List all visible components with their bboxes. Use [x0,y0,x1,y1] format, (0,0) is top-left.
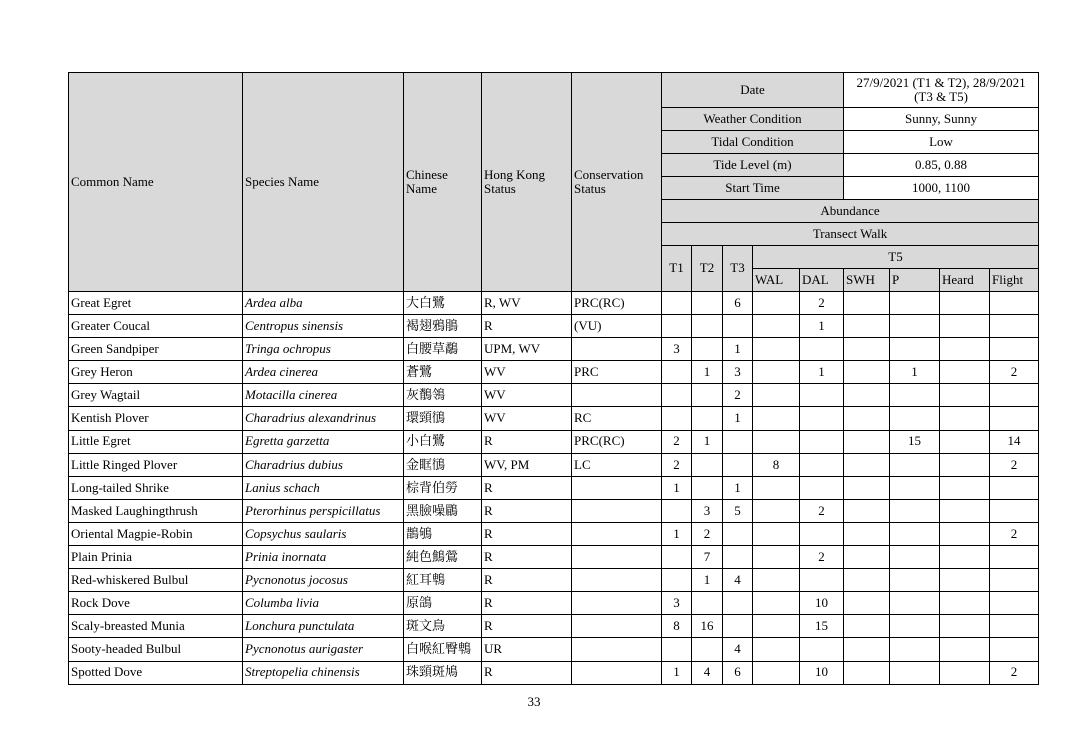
cell-t2: 7 [692,546,723,569]
cell-chinese: 紅耳鵯 [404,569,482,592]
cell-common: Red-whiskered Bulbul [69,569,243,592]
cell-chinese: 黑臉噪鶥 [404,499,482,522]
cell-t2: 16 [692,615,723,638]
cell-dal: 15 [800,615,844,638]
table-row [69,407,1039,430]
cell-p [890,292,940,315]
cell-swh [844,569,890,592]
cell-t3: 1 [723,338,753,361]
cell-cons: PRC(RC) [572,430,662,453]
header-p: P [890,269,940,292]
cell-chinese: 鵲鴝 [404,522,482,545]
cell-swh [844,430,890,453]
cell-p [890,407,940,430]
cell-common: Greater Coucal [69,315,243,338]
cell-cons: PRC(RC) [572,292,662,315]
cell-hk: R [482,430,572,453]
cell-dal: 10 [800,592,844,615]
cell-common: Grey Wagtail [69,384,243,407]
cell-t1: 8 [662,615,692,638]
header-heard: Heard [940,269,990,292]
table-row [69,661,1039,684]
cell-p [890,522,940,545]
table-row [69,430,1039,453]
cell-common: Little Egret [69,430,243,453]
cell-swh [844,638,890,661]
cell-common: Sooty-headed Bulbul [69,638,243,661]
cell-chinese: 純色鷦鶯 [404,546,482,569]
cell-cons: (VU) [572,315,662,338]
header-t3: T3 [723,246,753,292]
cell-cons [572,476,662,499]
cell-species: Pycnonotus jocosus [243,569,404,592]
cell-chinese: 蒼鷺 [404,361,482,384]
cell-chinese: 褐翅鴉鵑 [404,315,482,338]
cell-t3 [723,430,753,453]
cell-t1: 1 [662,476,692,499]
cell-swh [844,292,890,315]
table-row [69,361,1039,384]
cell-wal [753,499,800,522]
cell-p [890,592,940,615]
cell-species: Charadrius dubius [243,453,404,476]
cell-heard [940,453,990,476]
cell-p [890,384,940,407]
cell-t3 [723,453,753,476]
cell-t1 [662,384,692,407]
cell-wal [753,315,800,338]
cell-dal [800,638,844,661]
cell-t3 [723,315,753,338]
cell-cons [572,569,662,592]
cell-swh [844,361,890,384]
cell-t3: 2 [723,384,753,407]
cell-t2: 1 [692,361,723,384]
cell-t3: 6 [723,661,753,684]
cell-flight [990,546,1039,569]
cell-wal [753,384,800,407]
table-row [69,338,1039,361]
survey-info-value: 27/9/2021 (T1 & T2), 28/9/2021 (T3 & T5) [844,73,1039,108]
cell-hk: R [482,476,572,499]
cell-cons: LC [572,453,662,476]
cell-flight [990,499,1039,522]
cell-chinese: 珠頸斑鳩 [404,661,482,684]
cell-heard [940,638,990,661]
header-flight: Flight [990,269,1039,292]
cell-heard [940,430,990,453]
cell-species: Pycnonotus aurigaster [243,638,404,661]
cell-chinese: 大白鷺 [404,292,482,315]
cell-t1 [662,292,692,315]
cell-t1: 2 [662,453,692,476]
cell-t2: 2 [692,522,723,545]
cell-flight [990,384,1039,407]
cell-heard [940,315,990,338]
cell-p [890,315,940,338]
cell-cons [572,338,662,361]
cell-species: Motacilla cinerea [243,384,404,407]
cell-p [890,499,940,522]
cell-t3 [723,546,753,569]
cell-wal [753,430,800,453]
cell-common: Oriental Magpie-Robin [69,522,243,545]
cell-wal [753,338,800,361]
survey-info-value: Sunny, Sunny [844,108,1039,131]
cell-heard [940,338,990,361]
cell-hk: WV, PM [482,453,572,476]
cell-t3: 6 [723,292,753,315]
cell-species: Ardea alba [243,292,404,315]
table-row [69,615,1039,638]
cell-hk: UPM, WV [482,338,572,361]
cell-t1: 3 [662,592,692,615]
cell-p [890,569,940,592]
cell-p [890,638,940,661]
cell-chinese: 原鴿 [404,592,482,615]
cell-wal [753,661,800,684]
cell-t2 [692,292,723,315]
cell-common: Scaly-breasted Munia [69,615,243,638]
cell-common: Spotted Dove [69,661,243,684]
cell-heard [940,615,990,638]
bird-survey-table [68,72,1039,685]
cell-dal [800,569,844,592]
cell-p [890,453,940,476]
cell-wal [753,569,800,592]
survey-info-label: Tide Level (m) [662,154,844,177]
cell-dal: 1 [800,361,844,384]
page-number: 33 [527,694,541,709]
header-t1: T1 [662,246,692,292]
cell-heard [940,661,990,684]
table-row [69,476,1039,499]
cell-wal [753,638,800,661]
cell-species: Columba livia [243,592,404,615]
cell-common: Great Egret [69,292,243,315]
cell-chinese: 環頸鴴 [404,407,482,430]
cell-wal [753,592,800,615]
survey-info-label: Weather Condition [662,108,844,131]
cell-t3 [723,615,753,638]
cell-heard [940,569,990,592]
cell-hk: R [482,661,572,684]
cell-heard [940,499,990,522]
cell-cons [572,661,662,684]
cell-t2: 4 [692,661,723,684]
cell-t3: 1 [723,407,753,430]
cell-flight: 14 [990,430,1039,453]
cell-flight [990,315,1039,338]
cell-hk: R [482,615,572,638]
cell-chinese: 白喉紅臀鵯 [404,638,482,661]
cell-heard [940,476,990,499]
table-row [69,292,1039,315]
cell-t3: 1 [723,476,753,499]
cell-swh [844,661,890,684]
cell-dal: 2 [800,292,844,315]
cell-chinese: 灰鶺鴒 [404,384,482,407]
cell-swh [844,315,890,338]
cell-t2: 1 [692,430,723,453]
header-common-name: Common Name [69,73,243,292]
cell-t2 [692,315,723,338]
cell-common: Plain Prinia [69,546,243,569]
cell-t2 [692,338,723,361]
survey-info-label: Start Time [662,177,844,200]
cell-hk: UR [482,638,572,661]
cell-dal [800,384,844,407]
cell-swh [844,499,890,522]
header-abundance: Abundance [662,200,1039,223]
table-row [69,592,1039,615]
cell-hk: R [482,546,572,569]
table-row [69,499,1039,522]
table-row [69,315,1039,338]
table-body [69,292,1039,685]
cell-swh [844,476,890,499]
cell-cons [572,592,662,615]
cell-hk: R [482,315,572,338]
header-swh: SWH [844,269,890,292]
cell-flight [990,292,1039,315]
cell-p [890,615,940,638]
cell-heard [940,522,990,545]
cell-wal [753,476,800,499]
cell-wal [753,361,800,384]
cell-wal [753,407,800,430]
cell-cons [572,384,662,407]
cell-species: Pterorhinus perspicillatus [243,499,404,522]
cell-species: Lanius schach [243,476,404,499]
table-row [69,522,1039,545]
cell-common: Long-tailed Shrike [69,476,243,499]
cell-t2 [692,453,723,476]
cell-wal: 8 [753,453,800,476]
cell-hk: WV [482,384,572,407]
cell-swh [844,522,890,545]
cell-heard [940,546,990,569]
cell-swh [844,546,890,569]
cell-swh [844,407,890,430]
cell-chinese: 金眶鴴 [404,453,482,476]
header-t2: T2 [692,246,723,292]
cell-t2 [692,384,723,407]
header-wal: WAL [753,269,800,292]
cell-t2 [692,476,723,499]
cell-t1: 3 [662,338,692,361]
cell-flight [990,407,1039,430]
header-transect-walk: Transect Walk [662,223,1039,246]
cell-t1: 2 [662,430,692,453]
table-row [69,546,1039,569]
survey-info-value: 1000, 1100 [844,177,1039,200]
cell-dal [800,430,844,453]
cell-flight [990,476,1039,499]
cell-heard [940,384,990,407]
cell-cons: PRC [572,361,662,384]
cell-p [890,338,940,361]
cell-species: Streptopelia chinensis [243,661,404,684]
cell-t1 [662,499,692,522]
cell-cons [572,499,662,522]
cell-p: 15 [890,430,940,453]
cell-swh [844,338,890,361]
cell-flight [990,592,1039,615]
cell-heard [940,361,990,384]
cell-cons [572,615,662,638]
cell-flight [990,615,1039,638]
cell-chinese: 斑文鳥 [404,615,482,638]
cell-flight: 2 [990,522,1039,545]
cell-species: Centropus sinensis [243,315,404,338]
cell-heard [940,592,990,615]
cell-cons: RC [572,407,662,430]
cell-hk: R [482,522,572,545]
cell-t1 [662,569,692,592]
survey-info-label: Date [662,73,844,108]
cell-t1 [662,361,692,384]
cell-cons [572,522,662,545]
cell-swh [844,592,890,615]
cell-common: Green Sandpiper [69,338,243,361]
cell-dal [800,453,844,476]
cell-common: Little Ringed Plover [69,453,243,476]
header-t5: T5 [753,246,1039,269]
cell-hk: WV [482,361,572,384]
cell-dal [800,407,844,430]
cell-cons [572,546,662,569]
cell-t3 [723,522,753,545]
cell-flight: 2 [990,361,1039,384]
cell-wal [753,546,800,569]
cell-t1: 1 [662,522,692,545]
cell-p [890,546,940,569]
cell-t3: 4 [723,569,753,592]
cell-t3: 3 [723,361,753,384]
cell-t2 [692,592,723,615]
cell-dal: 10 [800,661,844,684]
table-row [69,384,1039,407]
cell-hk: R [482,499,572,522]
survey-info-value: 0.85, 0.88 [844,154,1039,177]
cell-t2: 3 [692,499,723,522]
cell-species: Egretta garzetta [243,430,404,453]
cell-flight [990,338,1039,361]
cell-t3 [723,592,753,615]
cell-t3: 5 [723,499,753,522]
cell-t2 [692,407,723,430]
cell-hk: R [482,569,572,592]
header-dal: DAL [800,269,844,292]
cell-common: Rock Dove [69,592,243,615]
cell-hk: R, WV [482,292,572,315]
cell-flight: 2 [990,661,1039,684]
header-hk-status: Hong Kong Status [482,73,572,292]
cell-species: Tringa ochropus [243,338,404,361]
header-chinese-name: Chinese Name [404,73,482,292]
cell-species: Lonchura punctulata [243,615,404,638]
cell-wal [753,522,800,545]
cell-flight [990,569,1039,592]
cell-flight [990,638,1039,661]
cell-p: 1 [890,361,940,384]
cell-dal: 2 [800,499,844,522]
cell-wal [753,292,800,315]
cell-t1: 1 [662,661,692,684]
cell-t1 [662,315,692,338]
header-conservation-status: Conservation Status [572,73,662,292]
cell-chinese: 白腰草鷸 [404,338,482,361]
cell-dal [800,476,844,499]
cell-p [890,661,940,684]
cell-t2 [692,638,723,661]
cell-t1 [662,407,692,430]
cell-species: Prinia inornata [243,546,404,569]
cell-cons [572,638,662,661]
cell-common: Kentish Plover [69,407,243,430]
cell-t3: 4 [723,638,753,661]
cell-dal [800,522,844,545]
cell-dal: 1 [800,315,844,338]
cell-common: Masked Laughingthrush [69,499,243,522]
cell-heard [940,407,990,430]
cell-species: Ardea cinerea [243,361,404,384]
cell-heard [940,292,990,315]
cell-hk: WV [482,407,572,430]
cell-hk: R [482,592,572,615]
cell-species: Charadrius alexandrinus [243,407,404,430]
cell-t2: 1 [692,569,723,592]
table-row [69,638,1039,661]
header-species-name: Species Name [243,73,404,292]
cell-common: Grey Heron [69,361,243,384]
cell-dal [800,338,844,361]
cell-chinese: 小白鷺 [404,430,482,453]
cell-t1 [662,638,692,661]
cell-species: Copsychus saularis [243,522,404,545]
cell-dal: 2 [800,546,844,569]
cell-swh [844,384,890,407]
cell-p [890,476,940,499]
survey-info-value: Low [844,131,1039,154]
survey-info-label: Tidal Condition [662,131,844,154]
cell-swh [844,615,890,638]
cell-wal [753,615,800,638]
table-row [69,453,1039,476]
cell-flight: 2 [990,453,1039,476]
cell-chinese: 棕背伯勞 [404,476,482,499]
cell-swh [844,453,890,476]
cell-t1 [662,546,692,569]
table-row [69,569,1039,592]
